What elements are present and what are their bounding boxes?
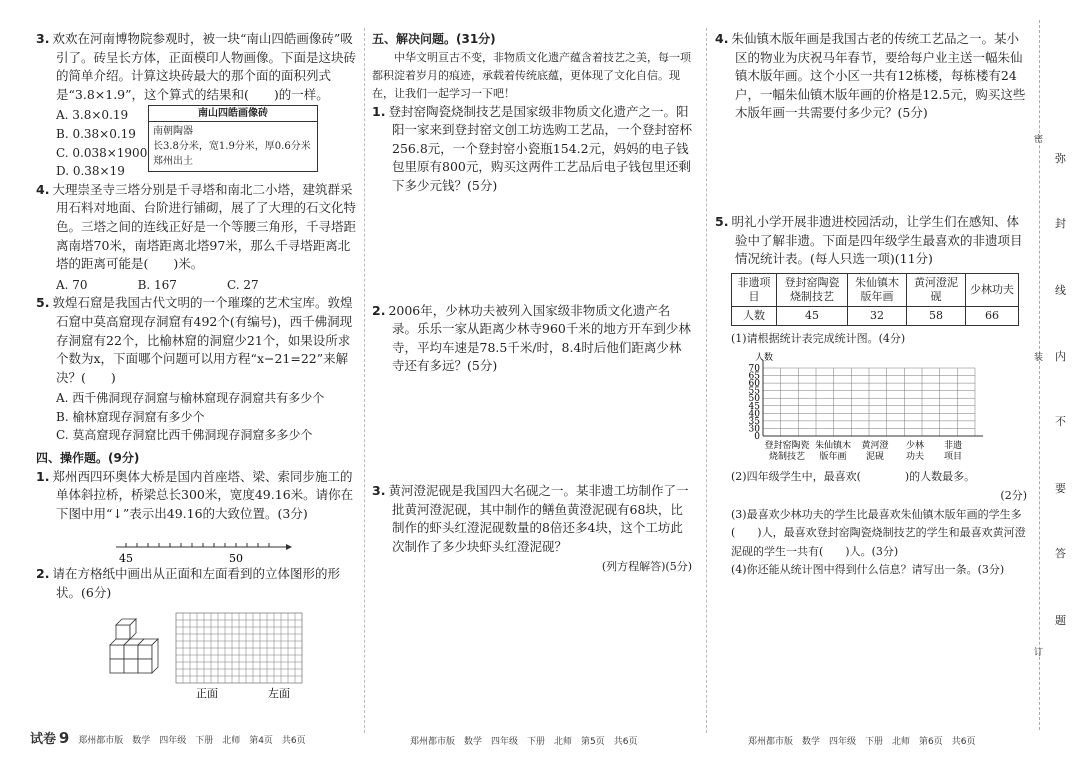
column-middle bbox=[372, 30, 692, 577]
answer-space[interactable] bbox=[372, 198, 692, 302]
option-b[interactable]: B. 167 bbox=[137, 277, 177, 292]
x-tick-label: 朱仙镇木版年画 bbox=[814, 441, 852, 463]
cube-figure-and-grid bbox=[36, 605, 356, 700]
table-header: 非遗项目 bbox=[732, 273, 777, 306]
option-a[interactable]: A. 3.8×0.19 bbox=[56, 108, 129, 123]
left-label: 左面 bbox=[268, 686, 290, 700]
x-tick-label: 少林功夫 bbox=[905, 441, 925, 463]
sidebar-mark: 装 bbox=[1034, 353, 1044, 363]
problem-3-note: (列方程解答)(5分) bbox=[601, 560, 692, 574]
question-3: 3. 欢欢在河南博物院参观时，被一块“南山四皓画像砖”吸引了。砖呈长方体，正面模印人物画像。下面是这块砖的简单介绍。计算这块砖最大的那个面的面积列式是“3.8×1.9”，这个算式的结果和( )的一样。 bbox=[36, 31, 357, 102]
x-tick-label: 黄河澄泥砚 bbox=[861, 441, 889, 463]
sidebar-char: 线 bbox=[1055, 284, 1066, 297]
footer-left: 试卷 9 郑州都市版 数学 四年级 下册 北师 第4页 共6页 bbox=[30, 729, 306, 747]
question-5: 5. 敦煌石窟是我国古代文明的一个璀璨的艺术宝库。敦煌石窟中莫高窟现存洞窟有492个(有编号)，西千佛洞现存洞窟有22个，比榆林窟的洞窟少21个，如果设所求个数为x，下面哪个问题可以用方程“x−21=22”来解决？( ) bbox=[36, 295, 353, 385]
sub-question-2: (2)四年级学生中，最喜欢( )的人数最多。 bbox=[731, 470, 976, 484]
q4-options bbox=[36, 276, 358, 295]
problem-2: 2. 2006年，少林功夫被列入国家级非物质文化遗产名录。乐乐一家从距离少林寺960千米的地方开车到少林寺，平均车速是78.5千米/时，8.4时后他们距离少林寺还有多远？(5分) bbox=[372, 302, 691, 374]
section-5-title: 五、解决问题。(31分) bbox=[372, 32, 496, 46]
answer-space[interactable] bbox=[715, 125, 1027, 213]
cube-figure bbox=[110, 619, 158, 673]
column-right bbox=[715, 30, 1027, 580]
option-b[interactable]: B. 0.38×0.19 bbox=[56, 126, 136, 141]
y-tick-label: 70 bbox=[748, 364, 760, 375]
option-c[interactable]: C. 0.038×1900 bbox=[56, 145, 148, 160]
empty-bar-chart[interactable] bbox=[715, 348, 1025, 468]
table-cell: 32 bbox=[848, 306, 907, 325]
sidebar-char: 内 bbox=[1055, 350, 1066, 363]
option-c[interactable]: C. 27 bbox=[226, 277, 259, 292]
brick-info-box: 南山四皓画像砖 南朝陶器 长3.8分米，宽1.9分米，厚0.6分米 郑州出土 bbox=[148, 105, 318, 172]
sidebar-char: 封 bbox=[1055, 217, 1066, 230]
table-cell: 66 bbox=[966, 306, 1019, 325]
table-cell: 黄河澄泥砚 bbox=[907, 273, 966, 306]
problem-5: 5. 明礼小学开展非遗进校园活动，让学生们在感知、体验中了解非遗。下面是四年级学生最喜欢的非遗项目情况统计表。(每人只选一项)(11分) bbox=[715, 213, 1023, 267]
table-cell: 登封窑陶瓷烧制技艺 bbox=[777, 273, 848, 306]
column-divider bbox=[364, 28, 365, 733]
sidebar-char: 弥 bbox=[1055, 152, 1066, 165]
y-axis-label: 人数 bbox=[755, 353, 774, 364]
tick-label-45: 45 bbox=[119, 552, 133, 566]
table-cell: 少林功夫 bbox=[966, 273, 1019, 306]
question-4: 4. 大理崇圣寺三塔分别是千寻塔和南北二小塔，建筑群采用石料对地面、台阶进行铺砌，展了了大理的石文化特色。三塔之间的连线正好是一个等腰三角形，千寻塔距离南塔70米，南塔距离北塔97米，那么千寻塔距离北塔的距离可能是( )米。 bbox=[36, 181, 357, 272]
table-cell: 58 bbox=[907, 306, 966, 325]
option-d[interactable]: D. 0.38×19 bbox=[56, 164, 125, 179]
sub-question-2-points: (2分) bbox=[1000, 488, 1027, 502]
y-tick-label: 35 bbox=[748, 417, 760, 428]
option-c[interactable]: C. 莫高窟现存洞窟比西千佛洞现存洞窟多多少个 bbox=[56, 428, 313, 443]
y-tick-label: 0 bbox=[754, 432, 760, 443]
sub-question-1: (1)请根据统计表完成统计图。(4分) bbox=[731, 331, 906, 345]
table-cell: 朱仙镇木版年画 bbox=[848, 273, 907, 306]
sidebar-char: 不 bbox=[1055, 415, 1066, 428]
y-tick-label: 60 bbox=[748, 379, 760, 390]
sub-question-4: (4)你还能从统计图中得到什么信息？请写出一条。(3分) bbox=[731, 563, 1005, 577]
problem-1: 1. 登封窑陶瓷烧制技艺是国家级非物质文化遗产之一。阳阳一家来到登封窑文创工坊选购工艺品，一个登封窑杯256.8元，一个登封窑小瓷瓶154.2元，妈妈的电子钱包里原有800元，购买这两件工艺品后电子钱包里还剩下多少元钱？(5分) bbox=[372, 103, 693, 193]
y-tick-label: 30 bbox=[748, 424, 760, 435]
problem-3: 3. 黄河澄泥砚是我国四大名砚之一。某非遗工坊制作了一批黄河澄泥砚，其中制作的鳝鱼黄澄泥砚有68块，比制作的虾头红澄泥砚数量的8倍还多4块，这个工坊此次制作了多少块虾头红澄泥砚？ bbox=[372, 482, 689, 554]
sub-question-3: (3)最喜欢少林功夫的学生比最喜欢朱仙镇木版年画的学生多( )人，最喜欢登封窑陶瓷烧制技艺的学生和最喜欢黄河澄泥砚的学生一共有( )人。(3分) bbox=[731, 507, 1026, 558]
sidebar-mark: 密 bbox=[1034, 135, 1044, 145]
problem-4: 4. 朱仙镇木版年画是我国古老的传统工艺品之一。某小区的物业为庆祝马年春节，要给每户业主送一幅朱仙镇木版年画。这个小区一共有12栋楼，每栋楼有24户，一幅朱仙镇木版年画的价格是12.5元，购买这些木版年画一共需要付多少元？(5分) bbox=[715, 31, 1026, 121]
option-b[interactable]: B. 榆林窟现存洞窟有多少个 bbox=[56, 409, 205, 424]
footer-right: 郑州都市版 数学 四年级 下册 北师 第6页 共6页 bbox=[748, 737, 976, 747]
option-a[interactable]: A. 70 bbox=[56, 277, 88, 292]
op-question-1: 1. 郑州西四环奥体大桥是国内首座塔、梁、索同步施工的单体斜拉桥，桥梁总长300米，宽度49.16米。请你在下图中用“↓”表示出49.16的大致位置。(3分) bbox=[36, 468, 354, 521]
x-tick-label: 登封窑陶瓷烧制技艺 bbox=[764, 441, 810, 463]
y-tick-label: 65 bbox=[748, 371, 760, 382]
y-tick-label: 50 bbox=[748, 394, 760, 405]
table-cell: 45 bbox=[777, 306, 848, 325]
front-label: 正面 bbox=[196, 686, 218, 700]
stats-table bbox=[731, 273, 1019, 326]
option-a[interactable]: A. 西千佛洞现存洞窟与榆林窟现存洞窟共有多少个 bbox=[56, 391, 325, 406]
sidebar-mark: 订 bbox=[1034, 648, 1044, 658]
section-intro: 中华文明亘古不变，非物质文化遗产蕴含着技艺之美，每一项都积淀着岁月的痕迹，承载着传统底蕴，更体现了文化自信。现在，让我们一起学习一下吧！ bbox=[372, 50, 691, 100]
tick-label-50: 50 bbox=[229, 552, 243, 566]
table-header: 人数 bbox=[732, 306, 777, 325]
footer-middle: 郑州都市版 数学 四年级 下册 北师 第5页 共6页 bbox=[410, 737, 638, 747]
sidebar-char: 答 bbox=[1055, 547, 1066, 560]
y-tick-label: 55 bbox=[748, 387, 760, 398]
y-tick-label: 45 bbox=[748, 402, 760, 413]
number-line[interactable] bbox=[36, 525, 356, 565]
y-tick-label: 40 bbox=[748, 409, 760, 420]
op-question-2: 2. 请在方格纸中画出从正面和左面看到的立体图形的形状。(6分) bbox=[36, 566, 340, 601]
seal-line-sidebar bbox=[1034, 20, 1080, 730]
answer-space[interactable] bbox=[372, 378, 692, 482]
x-tick-label: 非遗项目 bbox=[943, 441, 963, 463]
column-divider bbox=[706, 28, 707, 733]
section-4-title: 四、操作题。(9分) bbox=[36, 451, 140, 466]
sidebar-char: 题 bbox=[1055, 614, 1066, 627]
sidebar-char: 要 bbox=[1055, 482, 1066, 495]
